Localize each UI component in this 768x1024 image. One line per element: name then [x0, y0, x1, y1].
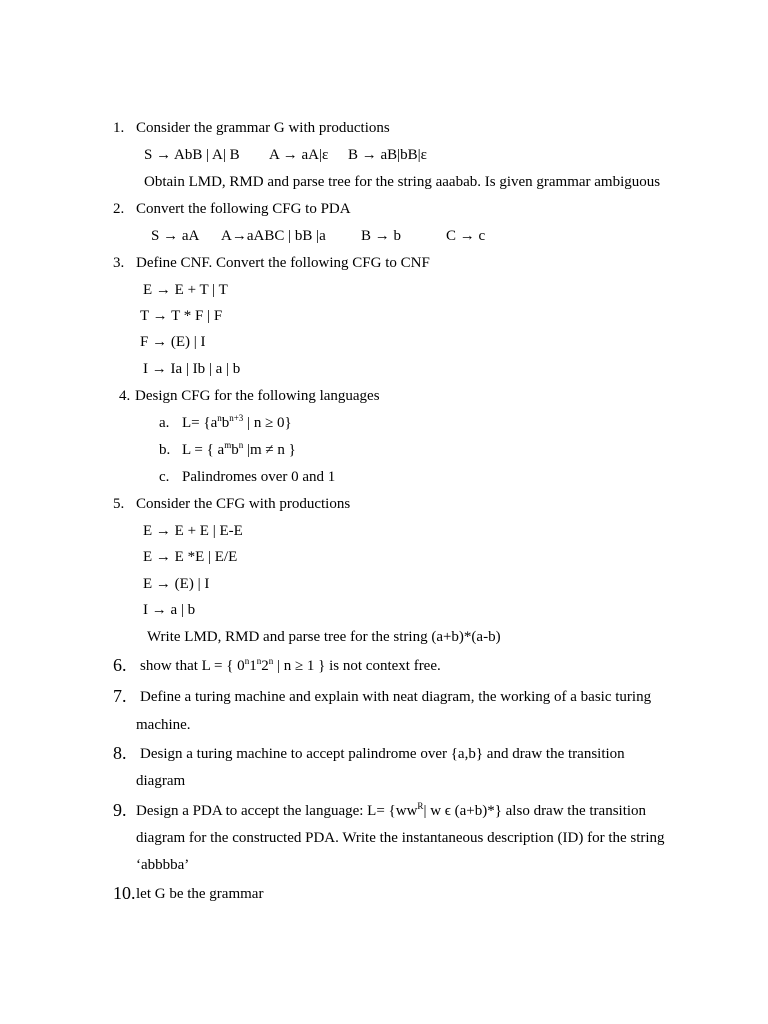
production-a: A→aABC | bB |a: [221, 228, 326, 244]
production-a: A → aA|ε: [269, 147, 329, 163]
question-text: Define a turing machine and explain with neat diagram, the working of a basic turing: [140, 689, 652, 705]
sub-item-label: c.: [159, 469, 170, 485]
production-line: E → E + T | T: [143, 282, 228, 298]
production-line: E → (E) | I: [143, 576, 210, 592]
question-number: 2.: [113, 201, 125, 217]
production-line: E → E *E | E/E: [143, 549, 238, 565]
question-text: Define CNF. Convert the following CFG to CNF: [136, 255, 430, 271]
production-line: E → E + E | E-E: [143, 523, 243, 539]
language-definition: L = { $a^mb^n$ |m ≠ n }: [182, 440, 296, 458]
production-b: B → aB|bB|ε: [348, 147, 427, 163]
question-text-continued: diagram: [136, 773, 186, 789]
question-text: Design CFG for the following languages: [135, 388, 380, 404]
question-number: 10.: [113, 883, 136, 903]
production-c: C → c: [446, 228, 486, 244]
question-text: Design a turing machine to accept palindrome over {a,b} and draw the transition: [140, 746, 625, 762]
question-text: Convert the following CFG to PDA: [136, 201, 351, 217]
question-number: 8.: [113, 743, 127, 763]
production-line: T → T * F | F: [140, 308, 223, 324]
production-s: S → AbB | A| B: [144, 147, 240, 163]
question-text-continued: diagram for the constructed PDA. Write the instantaneous description (ID) for the string: [136, 830, 665, 846]
question-text: Consider the grammar G with productions: [136, 120, 390, 136]
sub-item-text: Palindromes over 0 and 1: [182, 469, 336, 485]
production-line: I → Ia | Ib | a | b: [143, 361, 241, 377]
production-b: B → b: [361, 228, 402, 244]
question-task: Write LMD, RMD and parse tree for the string (a+b)*(a-b): [147, 629, 501, 645]
question-text: show that L = { 0$^n$1$^n$2$^n$ | n ≥ 1 } is not context free.: [140, 656, 441, 674]
question-number: 5.: [113, 496, 125, 512]
question-text: Consider the CFG with productions: [136, 496, 351, 512]
production-s: S → aA: [151, 228, 200, 244]
production-line: F → (E) | I: [140, 334, 206, 350]
question-number: 4.: [119, 388, 131, 404]
question-number: 6.: [113, 655, 127, 675]
question-text: let G be the grammar: [136, 886, 264, 902]
question-task: Obtain LMD, RMD and parse tree for the string aaabab. Is given grammar ambiguous: [144, 174, 661, 190]
question-text: Design a PDA to accept the language: $L= \{ww^R|$ w ϵ (a+b)*} also draw the transition: [136, 801, 647, 819]
question-number: 7.: [113, 686, 127, 706]
question-text-continued: machine.: [136, 717, 191, 733]
sub-item-label: b.: [159, 442, 171, 458]
question-text-continued: ‘abbbba’: [136, 857, 190, 873]
language-definition: $L= \{a^nb^{n+3}$ | n ≥ 0}: [182, 413, 292, 431]
production-line: I → a | b: [143, 602, 196, 618]
question-number: 3.: [113, 255, 125, 271]
sub-item-label: a.: [159, 415, 170, 431]
question-number: 9.: [113, 800, 127, 820]
question-number: 1.: [113, 120, 125, 136]
